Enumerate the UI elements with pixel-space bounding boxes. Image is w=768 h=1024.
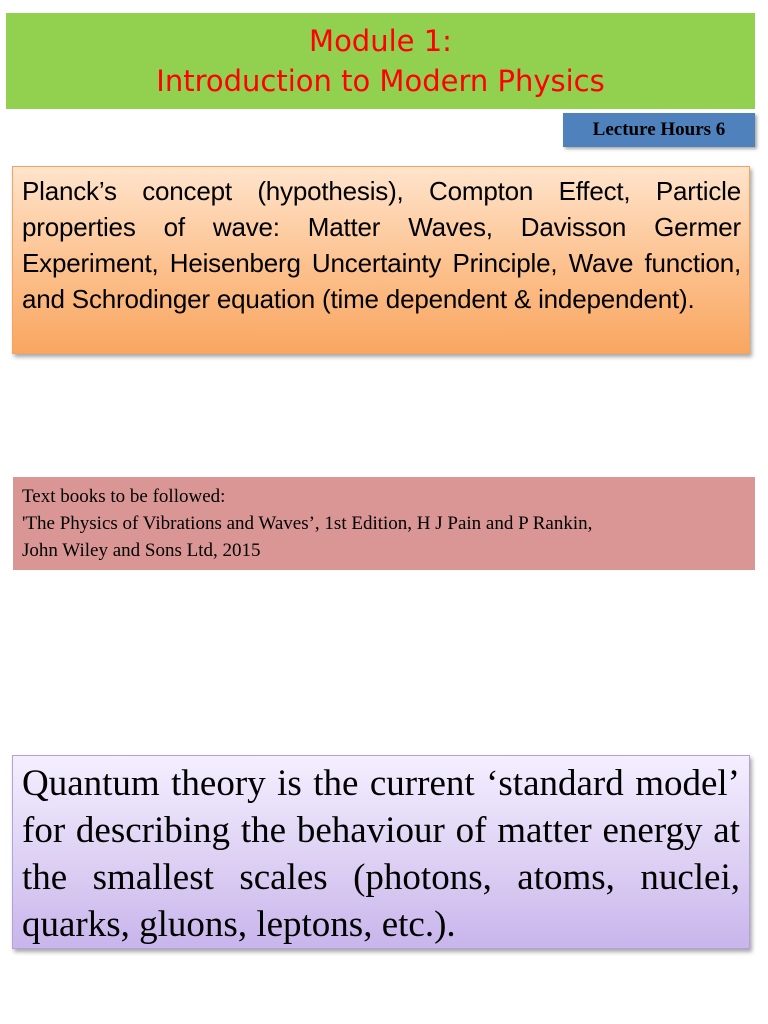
module-title-banner bbox=[6, 13, 755, 109]
lecture-hours-badge: Lecture Hours 6 bbox=[563, 113, 755, 147]
syllabus-topics-box: Planck’s concept (hypothesis), Compton Effect, Particle properties of wave: Matter Waves, Davisson Germer Experiment, Heisenberg Uncertainty Principle, Wave function, and Schrodinger equation (time dependent & independent). bbox=[12, 166, 750, 354]
quantum-theory-note: Quantum theory is the current ‘standard model’ for describing the behaviour of matter energy at the smallest scales (photons, atoms, nuclei, quarks, gluons, leptons, etc.). bbox=[12, 755, 750, 949]
module-title-line2: Introduction to Modern Physics bbox=[156, 64, 605, 98]
textbooks-heading: Text books to be followed: bbox=[22, 486, 226, 507]
textbooks-box bbox=[13, 477, 755, 570]
textbook-line-1: 'The Physics of Vibrations and Waves’, 1st Edition, H J Pain and P Rankin, bbox=[22, 513, 593, 534]
module-title-line1: Module 1: bbox=[309, 24, 452, 58]
textbook-line-2: John Wiley and Sons Ltd, 2015 bbox=[22, 540, 261, 561]
